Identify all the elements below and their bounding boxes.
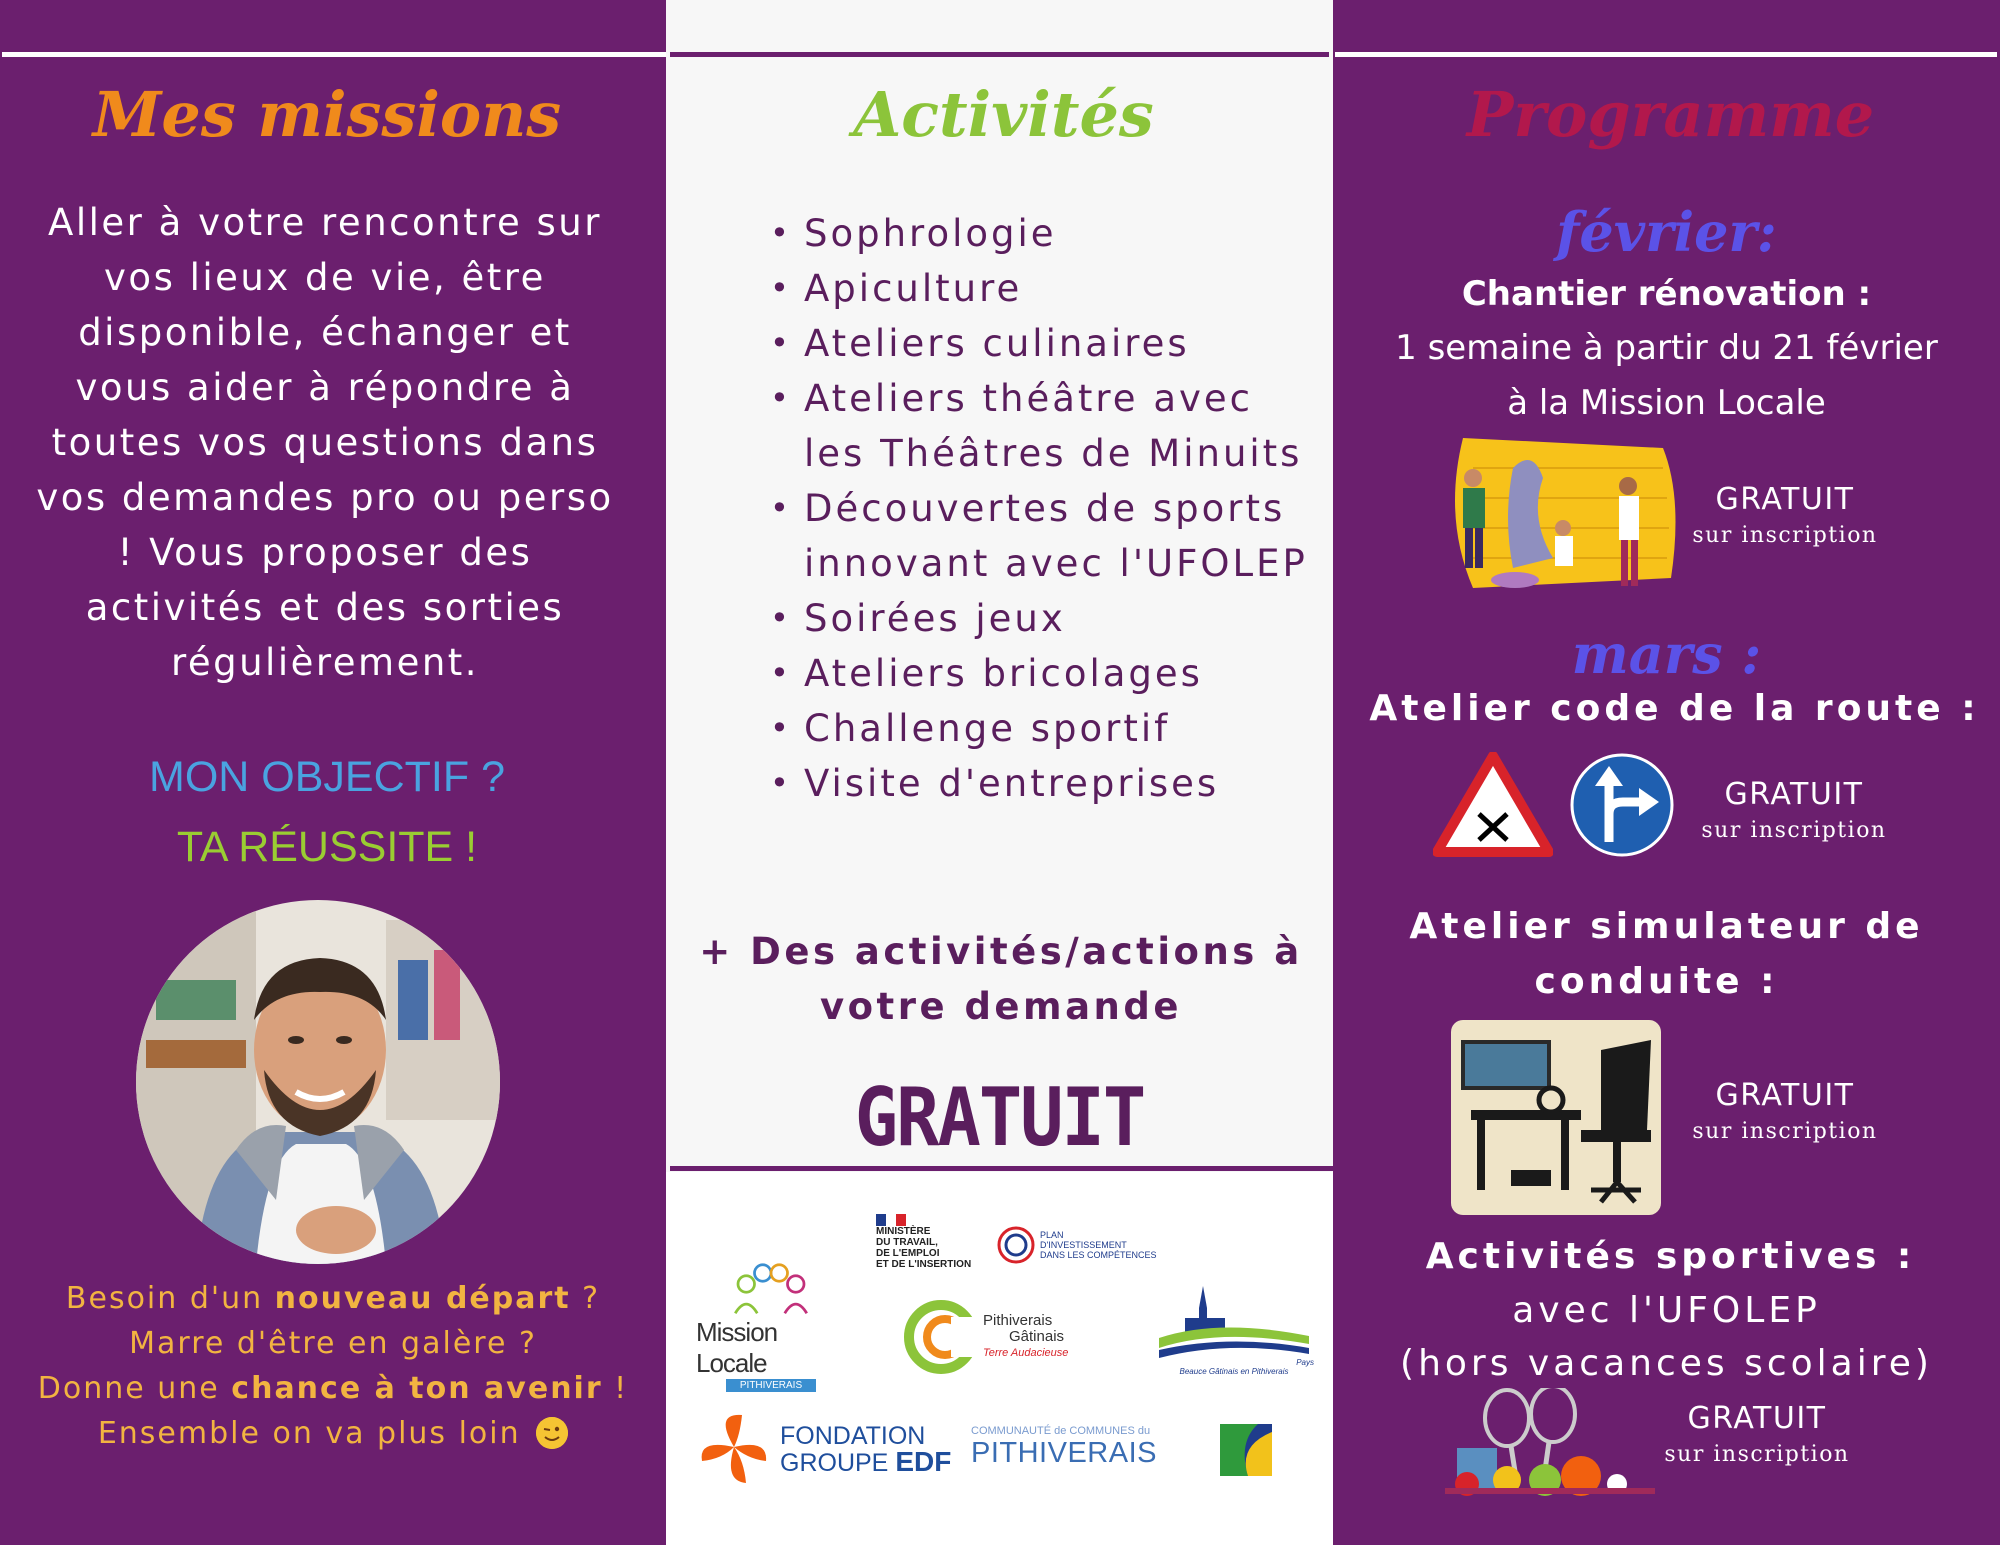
gratuit-stamp: GRATUIT bbox=[854, 1069, 1145, 1165]
gratuit-code: GRATUIT sur inscription bbox=[1701, 777, 1887, 843]
top-divider bbox=[670, 52, 1329, 57]
simulateur-heading-1: Atelier simulateur de bbox=[1409, 906, 1924, 947]
mission-locale-logo: Mission Locale PITHIVERAIS bbox=[696, 1262, 846, 1392]
activity-list bbox=[762, 206, 1322, 811]
top-divider bbox=[2, 52, 666, 57]
panel-missions bbox=[0, 0, 666, 1545]
plan-circle-icon bbox=[996, 1225, 1036, 1265]
sport-heading: Activités sportives : bbox=[1425, 1236, 1916, 1277]
top-divider bbox=[1335, 52, 1997, 57]
french-flag-icon bbox=[876, 1214, 906, 1226]
partner-emblem-icon bbox=[1211, 1412, 1281, 1492]
ministere-logo: MINISTÈRE DU TRAVAIL, DE L'EMPLOI ET DE L'INSERTION bbox=[876, 1202, 986, 1282]
list-item: • Visite d'entreprises bbox=[762, 756, 1322, 811]
wink-emoji-icon bbox=[536, 1417, 568, 1449]
plan-competences-logo: PLAN D'INVESTISSEMENT DANS LES COMPÉTENCES bbox=[996, 1220, 1166, 1270]
sport-ufolep: avec l'UFOLEP bbox=[1512, 1290, 1821, 1331]
renovation-illustration bbox=[1443, 428, 1683, 598]
reussite-heading: TA RÉUSSITE ! bbox=[176, 823, 478, 871]
cc-pithiverais-logo: COMMUNAUTÉ de COMMUNES du PITHIVERAIS bbox=[971, 1424, 1157, 1469]
fondation-edf-logo: FONDATION GROUPE EDF bbox=[694, 1404, 954, 1494]
list-item: • Découvertes de sports innovant avec l'UFOLEP bbox=[762, 481, 1322, 591]
pithiverais-swirl-icon bbox=[901, 1297, 981, 1377]
month-mars: mars : bbox=[1571, 622, 1762, 686]
footer-line-2: Marre d'être en galère ? bbox=[129, 1326, 537, 1361]
activites-title: Activités bbox=[853, 78, 1154, 151]
footer-line-4: Ensemble on va plus loin bbox=[20, 1411, 646, 1456]
warning-sign-icon bbox=[1433, 752, 1553, 858]
missions-title: Mes missions bbox=[92, 78, 562, 151]
panel-activites bbox=[666, 0, 1333, 1545]
advisor-photo bbox=[136, 900, 500, 1264]
gratuit-chantier: GRATUIT sur inscription bbox=[1692, 482, 1878, 548]
chantier-dates: 1 semaine à partir du 21 février bbox=[1395, 328, 1938, 368]
pays-beauce-logo: Pays Beauce Gâtinais en Pithiverais bbox=[1154, 1272, 1314, 1382]
list-item: • Ateliers théâtre avec les Théâtres de Minuits bbox=[762, 371, 1322, 481]
list-item: • Ateliers bricolages bbox=[762, 646, 1322, 701]
logos-divider bbox=[670, 1166, 1333, 1171]
missions-text: Aller à votre rencontre sur vos lieux de vie, être disponible, échanger et vous aider à répondre à toutes vos questions dans vos demandes pro ou perso ! Vous proposer des activités et des sorties régulièrement. bbox=[36, 201, 614, 684]
sports-equipment-illustration bbox=[1437, 1388, 1667, 1498]
pithiverais-gatinais-logo: Pithiverais Gâtinais Terre Audacieuse bbox=[901, 1292, 1091, 1382]
code-route-heading: Atelier code de la route : bbox=[1369, 688, 1980, 729]
partner-logos bbox=[666, 1172, 1333, 1545]
list-item: • Ateliers culinaires bbox=[762, 316, 1322, 371]
simulator-illustration bbox=[1451, 1020, 1661, 1215]
list-item: • Sophrologie bbox=[762, 206, 1322, 261]
programme-title: Programme bbox=[1466, 78, 1875, 151]
mission-locale-people-icon bbox=[726, 1262, 816, 1317]
sport-note: (hors vacances scolaire) bbox=[1400, 1343, 1933, 1384]
objective-heading: MON OBJECTIF ? bbox=[149, 753, 505, 801]
simulateur-heading-2: conduite : bbox=[1534, 961, 1779, 1002]
direction-sign-icon bbox=[1569, 752, 1675, 858]
list-item: • Challenge sportif bbox=[762, 701, 1322, 756]
list-item: • Apiculture bbox=[762, 261, 1322, 316]
gratuit-simulateur: GRATUIT sur inscription bbox=[1692, 1078, 1878, 1144]
chantier-heading: Chantier rénovation : bbox=[1461, 274, 1872, 314]
month-fevrier: février: bbox=[1556, 200, 1777, 264]
footer-line-3: Donne une chance à ton avenir ! bbox=[37, 1371, 629, 1406]
gratuit-sport: GRATUIT sur inscription bbox=[1664, 1401, 1850, 1467]
edf-flower-icon bbox=[694, 1409, 774, 1489]
panel-programme bbox=[1333, 0, 2000, 1545]
footer-line-1: Besoin d'un nouveau départ ? bbox=[65, 1281, 601, 1316]
list-item: • Soirées jeux bbox=[762, 591, 1322, 646]
chantier-lieu: à la Mission Locale bbox=[1507, 383, 1826, 423]
left-footer bbox=[20, 1276, 646, 1456]
church-landscape-icon bbox=[1159, 1278, 1309, 1358]
activity-extra: + Des activités/actions à votre demande bbox=[699, 930, 1303, 1028]
